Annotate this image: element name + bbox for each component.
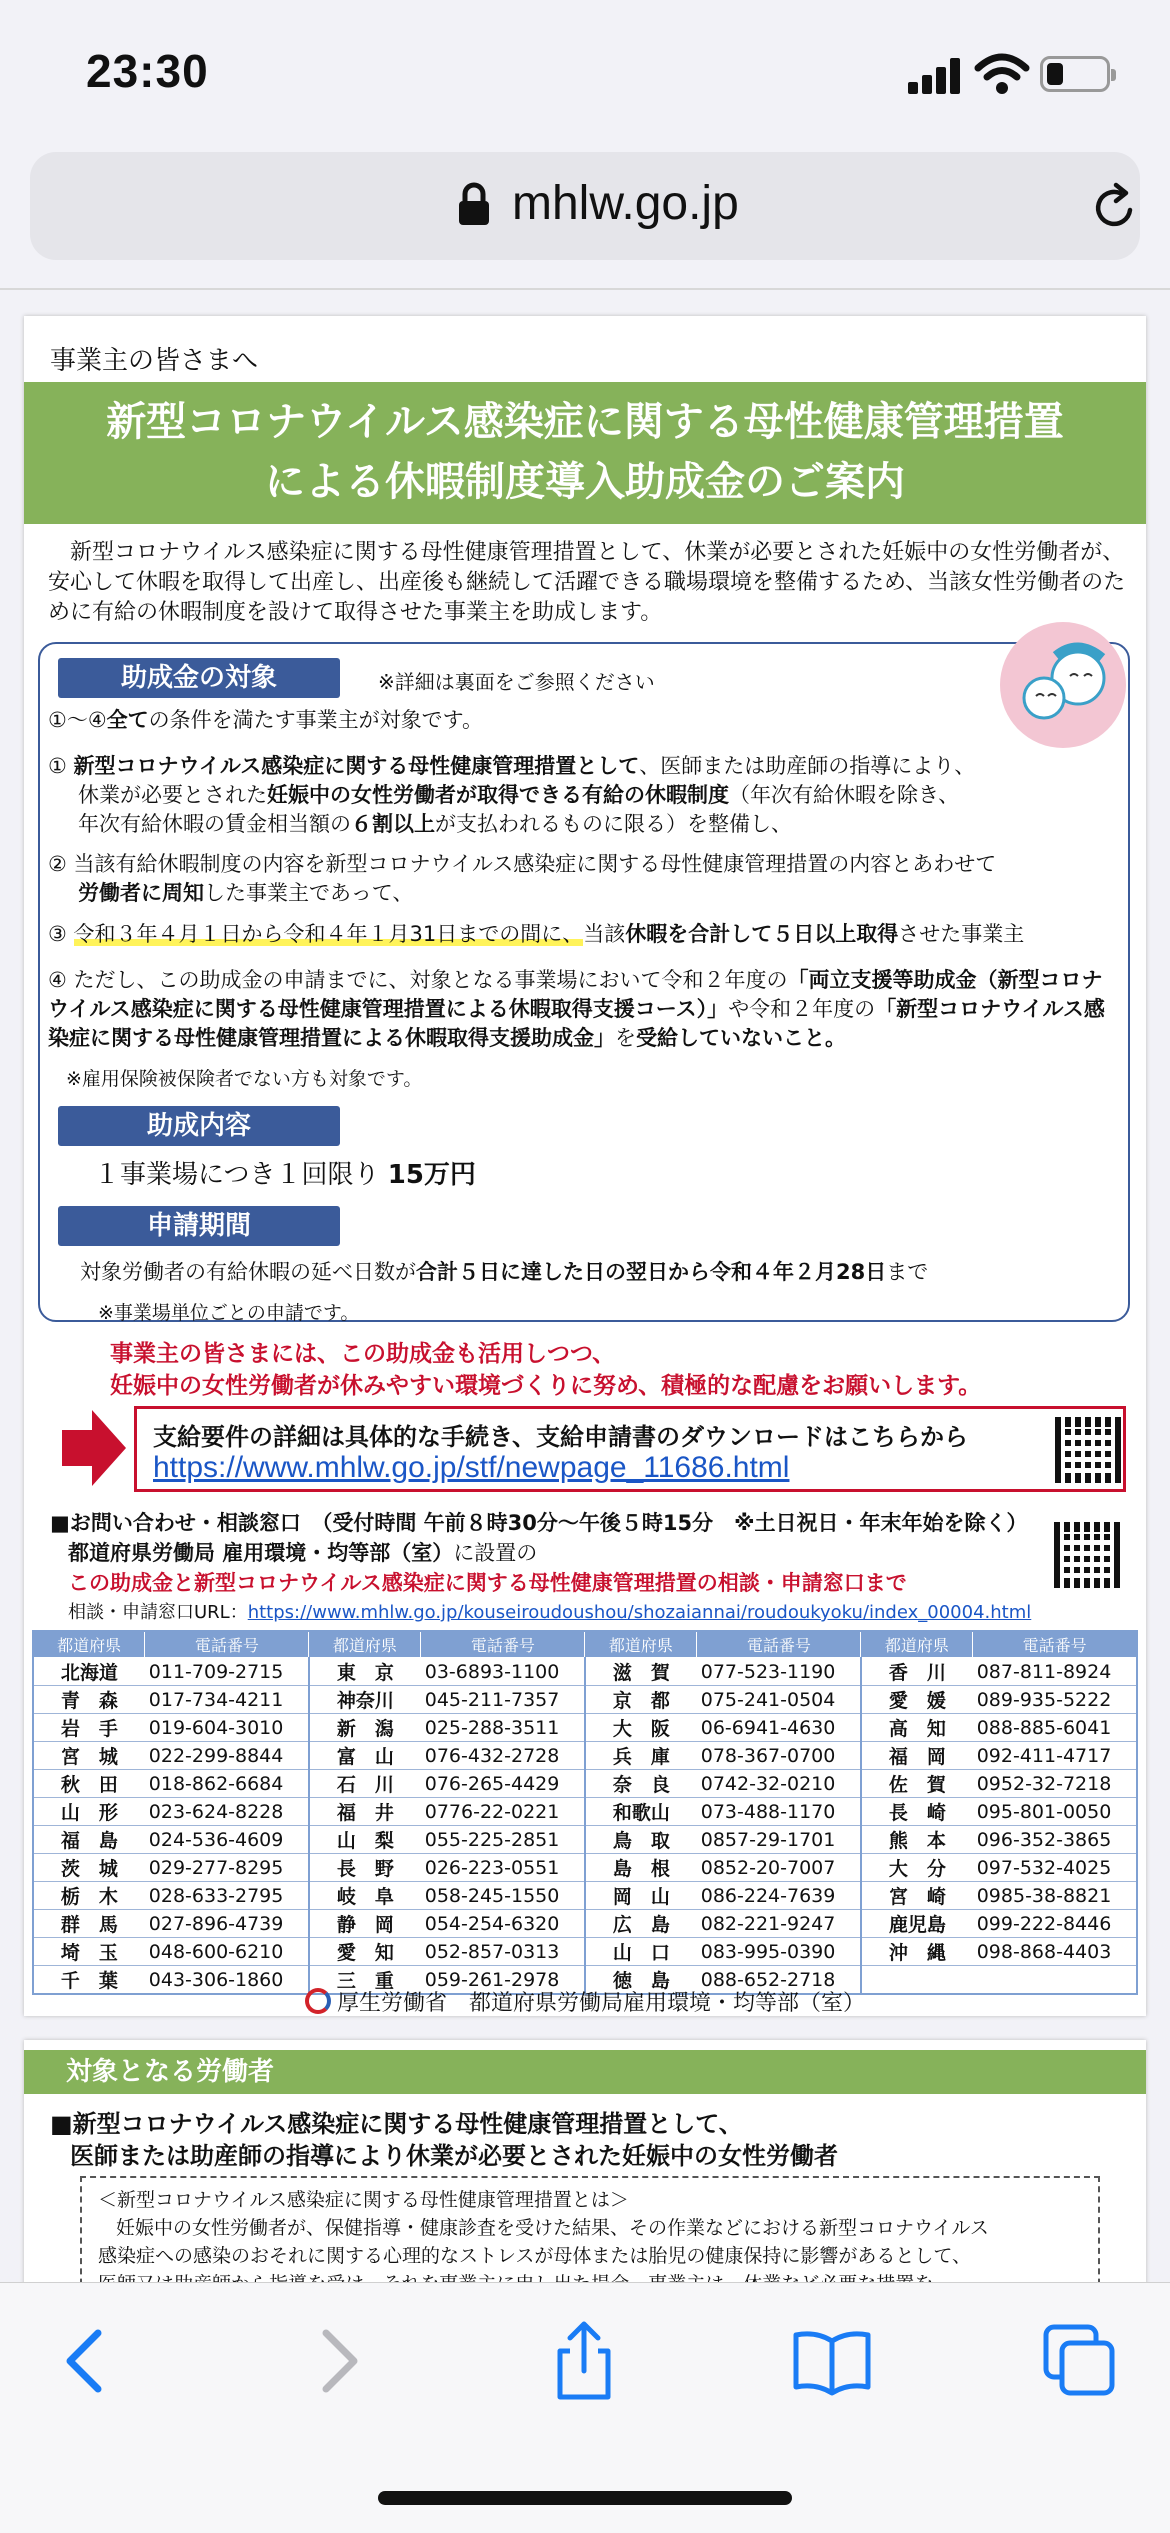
prefecture-cell: 大 阪 xyxy=(585,1714,697,1742)
table-row xyxy=(33,1714,1137,1742)
phone-cell: 083-995-0390 xyxy=(697,1938,861,1966)
prefecture-cell: 三 重 xyxy=(309,1966,421,1995)
prefecture-cell: 静 岡 xyxy=(309,1910,421,1938)
phone-cell: 082-221-9247 xyxy=(697,1910,861,1938)
phone-cell: 075-241-0504 xyxy=(697,1686,861,1714)
appeal-message: 事業主の皆さまには、この助成金も活用しつつ、 妊娠中の女性労働者が休みやすい環境づくりに努め、積極的な配慮をお願いします。 xyxy=(110,1341,982,1399)
prefecture-cell: 愛 知 xyxy=(309,1938,421,1966)
prefecture-cell: 神奈川 xyxy=(309,1686,421,1714)
prefecture-cell: 宮 崎 xyxy=(861,1882,973,1910)
phone-cell: 048-600-6210 xyxy=(145,1938,309,1966)
battery-icon xyxy=(1040,56,1110,92)
qr-code-icon xyxy=(1055,1417,1121,1483)
phone-cell: 024-536-4609 xyxy=(145,1826,309,1854)
prefecture-cell: 山 梨 xyxy=(309,1826,421,1854)
cond-3: ③ 令和３年４月１日から令和４年１月31日までの間に、当該休暇を合計して５日以上取得させた事業主 xyxy=(48,922,1025,946)
divider xyxy=(0,288,1170,290)
target-note: ※詳細は裏面をご参照ください xyxy=(378,670,655,694)
prefecture-cell: 栃 木 xyxy=(33,1882,145,1910)
table-row xyxy=(33,1882,1137,1910)
phone-cell: 095-801-0050 xyxy=(973,1798,1137,1826)
prefecture-cell: 高 知 xyxy=(861,1714,973,1742)
chevron-left-icon[interactable] xyxy=(46,2321,126,2401)
target-workers-heading: ■新型コロナウイルス感染症に関する母性健康管理措置として、 医師または助産師の指導により休業が必要とされた妊娠中の女性労働者 xyxy=(50,2110,838,2170)
lock-icon xyxy=(458,182,490,226)
address-bar[interactable] xyxy=(30,152,1140,260)
prefecture-cell: 新 潟 xyxy=(309,1714,421,1742)
phone-cell: 077-523-1190 xyxy=(697,1658,861,1686)
prefecture-cell: 東 京 xyxy=(309,1658,421,1686)
prefecture-cell: 奈 良 xyxy=(585,1770,697,1798)
phone-cell: 028-633-2795 xyxy=(145,1882,309,1910)
phone-cell: 098-868-4403 xyxy=(973,1938,1137,1966)
prefecture-cell: 富 山 xyxy=(309,1742,421,1770)
prefecture-cell: 和歌山 xyxy=(585,1798,697,1826)
phone-cell: 045-211-7357 xyxy=(421,1686,585,1714)
phone-cell: 019-604-3010 xyxy=(145,1714,309,1742)
contact-red: この助成金と新型コロナウイルス感染症に関する母性健康管理措置の相談・申請窓口まで xyxy=(68,1571,907,1595)
prefecture-cell: 福 島 xyxy=(33,1826,145,1854)
prefecture-cell: 京 都 xyxy=(585,1686,697,1714)
phone-cell: 088-885-6041 xyxy=(973,1714,1137,1742)
phone-cell: 0857-29-1701 xyxy=(697,1826,861,1854)
doc-title-line2: による休暇制度導入助成金のご案内 xyxy=(265,459,905,505)
phone-cell: 099-222-8446 xyxy=(973,1910,1137,1938)
mother-baby-illustration xyxy=(1000,622,1126,748)
phone-cell: 087-811-8924 xyxy=(973,1658,1137,1686)
tabs-icon[interactable] xyxy=(1040,2321,1120,2401)
table-header: 都道府県 xyxy=(33,1631,145,1658)
phone-cell: 017-734-4211 xyxy=(145,1686,309,1714)
status-bar xyxy=(0,0,1170,140)
prefecture-cell: 山 形 xyxy=(33,1798,145,1826)
contact-sub: 都道府県労働局 雇用環境・均等部（室）に設置の xyxy=(68,1541,538,1565)
arrow-right-icon xyxy=(62,1410,126,1486)
qr-code-icon xyxy=(1054,1522,1120,1588)
doc-greeting: 事業主の皆さまへ xyxy=(50,346,259,376)
home-indicator[interactable] xyxy=(378,2491,792,2505)
prefecture-cell: 福 岡 xyxy=(861,1742,973,1770)
prefecture-cell: 岐 阜 xyxy=(309,1882,421,1910)
phone-cell: 088-652-2718 xyxy=(697,1966,861,1995)
prefecture-cell: 宮 城 xyxy=(33,1742,145,1770)
prefecture-cell: 岡 山 xyxy=(585,1882,697,1910)
doc-title-line1: 新型コロナウイルス感染症に関する母性健康管理措置 xyxy=(106,399,1064,445)
period-label: 申請期間 xyxy=(58,1206,340,1246)
prefecture-cell: 徳 島 xyxy=(585,1966,697,1995)
prefecture-cell: 島 根 xyxy=(585,1854,697,1882)
table-row xyxy=(33,1742,1137,1770)
phone-cell: 026-223-0551 xyxy=(421,1854,585,1882)
contact-url-link[interactable]: https://www.mhlw.go.jp/kouseiroudoushou/shozaiannai/roudoukyoku/index_00004.html xyxy=(247,1602,1032,1623)
contact-section xyxy=(50,1508,1130,1628)
period-value: 対象労働者の有給休暇の延べ日数が合計５日に達した日の翌日から令和４年２月28日まで xyxy=(80,1260,929,1284)
table-header: 電話番号 xyxy=(697,1631,861,1658)
mhlw-logo-icon xyxy=(305,1988,331,2014)
prefecture-cell: 滋 賀 xyxy=(585,1658,697,1686)
prefecture-cell: 茨 城 xyxy=(33,1854,145,1882)
url-text[interactable]: mhlw.go.jp xyxy=(512,177,739,230)
book-icon[interactable] xyxy=(792,2321,872,2401)
phone-cell: 086-224-7639 xyxy=(697,1882,861,1910)
target-label: 助成金の対象 xyxy=(58,658,340,698)
phone-cell: 03-6893-1100 xyxy=(421,1658,585,1686)
cellular-signal-icon xyxy=(908,58,964,94)
table-row xyxy=(33,1770,1137,1798)
prefecture-cell: 熊 本 xyxy=(861,1826,973,1854)
table-row xyxy=(33,1798,1137,1826)
cond-4: ④ ただし、この助成金の申請までに、対象となる事業場において令和２年度の「両立支援等助成金（新型コロナウイルス感染症に関する母性健康管理措置による休暇取得支援コース）」や令和２年度の「新型コロナウイルス感染症に関する母性健康管理措置による休暇取得支援助成金」を受給していないこと。 xyxy=(48,968,1105,1050)
phone-cell: 096-352-3865 xyxy=(973,1826,1137,1854)
table-row xyxy=(33,1938,1137,1966)
phone-cell: 055-225-2851 xyxy=(421,1826,585,1854)
phone-cell: 043-306-1860 xyxy=(145,1966,309,1995)
prefecture-cell: 兵 庫 xyxy=(585,1742,697,1770)
insured-note: ※雇用保険被保険者でない方も対象です。 xyxy=(66,1068,423,1090)
phone-cell: 092-411-4717 xyxy=(973,1742,1137,1770)
prefecture-cell: 長 崎 xyxy=(861,1798,973,1826)
prefecture-cell: 群 馬 xyxy=(33,1910,145,1938)
reload-icon[interactable] xyxy=(1090,182,1140,232)
phone-cell: 06-6941-4630 xyxy=(697,1714,861,1742)
phone-cell: 052-857-0313 xyxy=(421,1938,585,1966)
contact-url-row: 相談・申請窓口URL：https://www.mhlw.go.jp/kouseiroudoushou/shozaiannai/roudoukyoku/index_00004.html xyxy=(68,1602,1032,1623)
prefecture-cell: 愛 媛 xyxy=(861,1686,973,1714)
phone-cell: 076-432-2728 xyxy=(421,1742,585,1770)
prefecture-cell: 岩 手 xyxy=(33,1714,145,1742)
table-header: 電話番号 xyxy=(145,1631,309,1658)
prefecture-cell: 山 口 xyxy=(585,1938,697,1966)
phone-cell: 022-299-8844 xyxy=(145,1742,309,1770)
table-header: 都道府県 xyxy=(309,1631,421,1658)
period-note: ※事業場単位ごとの申請です。 xyxy=(98,1302,360,1324)
target-workers-banner: 対象となる労働者 xyxy=(24,2050,1146,2094)
table-row xyxy=(33,1826,1137,1854)
phone-cell: 059-261-2978 xyxy=(421,1966,585,1995)
status-time: 23:30 xyxy=(86,45,209,97)
phone-cell: 058-245-1550 xyxy=(421,1882,585,1910)
chevron-right-icon[interactable] xyxy=(298,2321,378,2401)
phone-cell: 089-935-5222 xyxy=(973,1686,1137,1714)
table-header: 電話番号 xyxy=(973,1631,1137,1658)
table-row xyxy=(33,1910,1137,1938)
phone-cell: 027-896-4739 xyxy=(145,1910,309,1938)
prefecture-cell: 福 井 xyxy=(309,1798,421,1826)
prefecture-cell: 香 川 xyxy=(861,1658,973,1686)
wifi-icon xyxy=(974,52,1030,96)
content-value: １事業場につき１回限り 15万円 xyxy=(94,1160,476,1190)
prefecture-cell: 石 川 xyxy=(309,1770,421,1798)
table-header: 都道府県 xyxy=(585,1631,697,1658)
prefecture-cell: 青 森 xyxy=(33,1686,145,1714)
details-link-box xyxy=(134,1406,1126,1492)
doc-intro: 新型コロナウイルス感染症に関する母性健康管理措置として、休業が必要とされた妊娠中の女性労働者が、安心して休暇を取得して出産し、出産後も継続して活躍できる職場環境を整備するため、当該女性労働者のために有給の休暇制度を設けて取得させた事業主を助成します。 xyxy=(48,540,1126,625)
cond-1: ① 新型コロナウイルス感染症に関する母性健康管理措置として、医師または助産師の指導により、 休業が必要とされた妊娠中の女性労働者が取得できる有給の休暇制度（年次有給休暇を除き、 年次有給休暇の賃金相当額の６割以上が支払われるものに限る）を整備し、 xyxy=(48,754,976,836)
table-header: 電話番号 xyxy=(421,1631,585,1658)
phone-cell: 078-367-0700 xyxy=(697,1742,861,1770)
cond-all: ①～④全ての条件を満たす事業主が対象です。 xyxy=(48,708,483,732)
phone-cell: 0952-32-7218 xyxy=(973,1770,1137,1798)
prefecture-cell: 長 野 xyxy=(309,1854,421,1882)
details-link-url[interactable]: https://www.mhlw.go.jp/stf/newpage_11686.html xyxy=(153,1451,790,1484)
phone-cell: 0852-20-7007 xyxy=(697,1854,861,1882)
prefecture-cell: 埼 玉 xyxy=(33,1938,145,1966)
prefecture-cell: 広 島 xyxy=(585,1910,697,1938)
document-page xyxy=(24,316,1146,2016)
phone-cell: 0985-38-8821 xyxy=(973,1882,1137,1910)
phone-cell: 025-288-3511 xyxy=(421,1714,585,1742)
prefecture-cell: 沖 縄 xyxy=(861,1938,973,1966)
details-link-text: 支給要件の詳細は具体的な手続き、支給申請書のダウンロードはこちらから xyxy=(153,1423,969,1451)
table-row xyxy=(33,1686,1137,1714)
phone-cell: 076-265-4429 xyxy=(421,1770,585,1798)
phone-cell: 097-532-4025 xyxy=(973,1854,1137,1882)
content-label: 助成内容 xyxy=(58,1106,340,1146)
table-row xyxy=(33,1658,1137,1686)
prefecture-cell: 千 葉 xyxy=(33,1966,145,1995)
phone-cell: 073-488-1170 xyxy=(697,1798,861,1826)
requirements-box xyxy=(38,642,1130,1322)
table-header: 都道府県 xyxy=(861,1631,973,1658)
table-row xyxy=(33,1854,1137,1882)
browser-toolbar xyxy=(0,2282,1170,2533)
prefecture-cell: 鳥 取 xyxy=(585,1826,697,1854)
phone-cell: 023-624-8228 xyxy=(145,1798,309,1826)
phone-cell: 0776-22-0221 xyxy=(421,1798,585,1826)
measure-definition-box: ＜新型コロナウイルス感染症に関する母性健康管理措置とは＞ 妊娠中の女性労働者が、保健指導・健康診査を受けた結果、その作業などにおける新型コロナウイルス 感染症への感染のおそれに関する心理的なストレスが母体または胎児の健康保持に影響があるとして、 xyxy=(80,2176,1100,2336)
share-icon[interactable] xyxy=(544,2321,624,2401)
doc-title-banner xyxy=(24,382,1146,524)
prefecture-phone-table xyxy=(32,1630,1138,1995)
phone-cell: 011-709-2715 xyxy=(145,1658,309,1686)
prefecture-cell: 北海道 xyxy=(33,1658,145,1686)
contact-title: ■お問い合わせ・相談窓口 （受付時間 午前８時30分～午後５時15分 ※土日祝日・年末年始を除く） xyxy=(50,1511,1028,1535)
phone-cell: 018-862-6684 xyxy=(145,1770,309,1798)
cond-2: ② 当該有給休暇制度の内容を新型コロナウイルス感染症に関する母性健康管理措置の内容とあわせて 労働者に周知した事業主であって、 xyxy=(48,852,997,905)
phone-cell: 0742-32-0210 xyxy=(697,1770,861,1798)
prefecture-cell: 佐 賀 xyxy=(861,1770,973,1798)
doc-footer: 厚生労働省 都道府県労働局雇用環境・均等部（室） xyxy=(24,1986,1146,2017)
prefecture-cell: 秋 田 xyxy=(33,1770,145,1798)
prefecture-cell: 大 分 xyxy=(861,1854,973,1882)
prefecture-cell: 鹿児島 xyxy=(861,1910,973,1938)
phone-cell: 054-254-6320 xyxy=(421,1910,585,1938)
phone-cell: 029-277-8295 xyxy=(145,1854,309,1882)
